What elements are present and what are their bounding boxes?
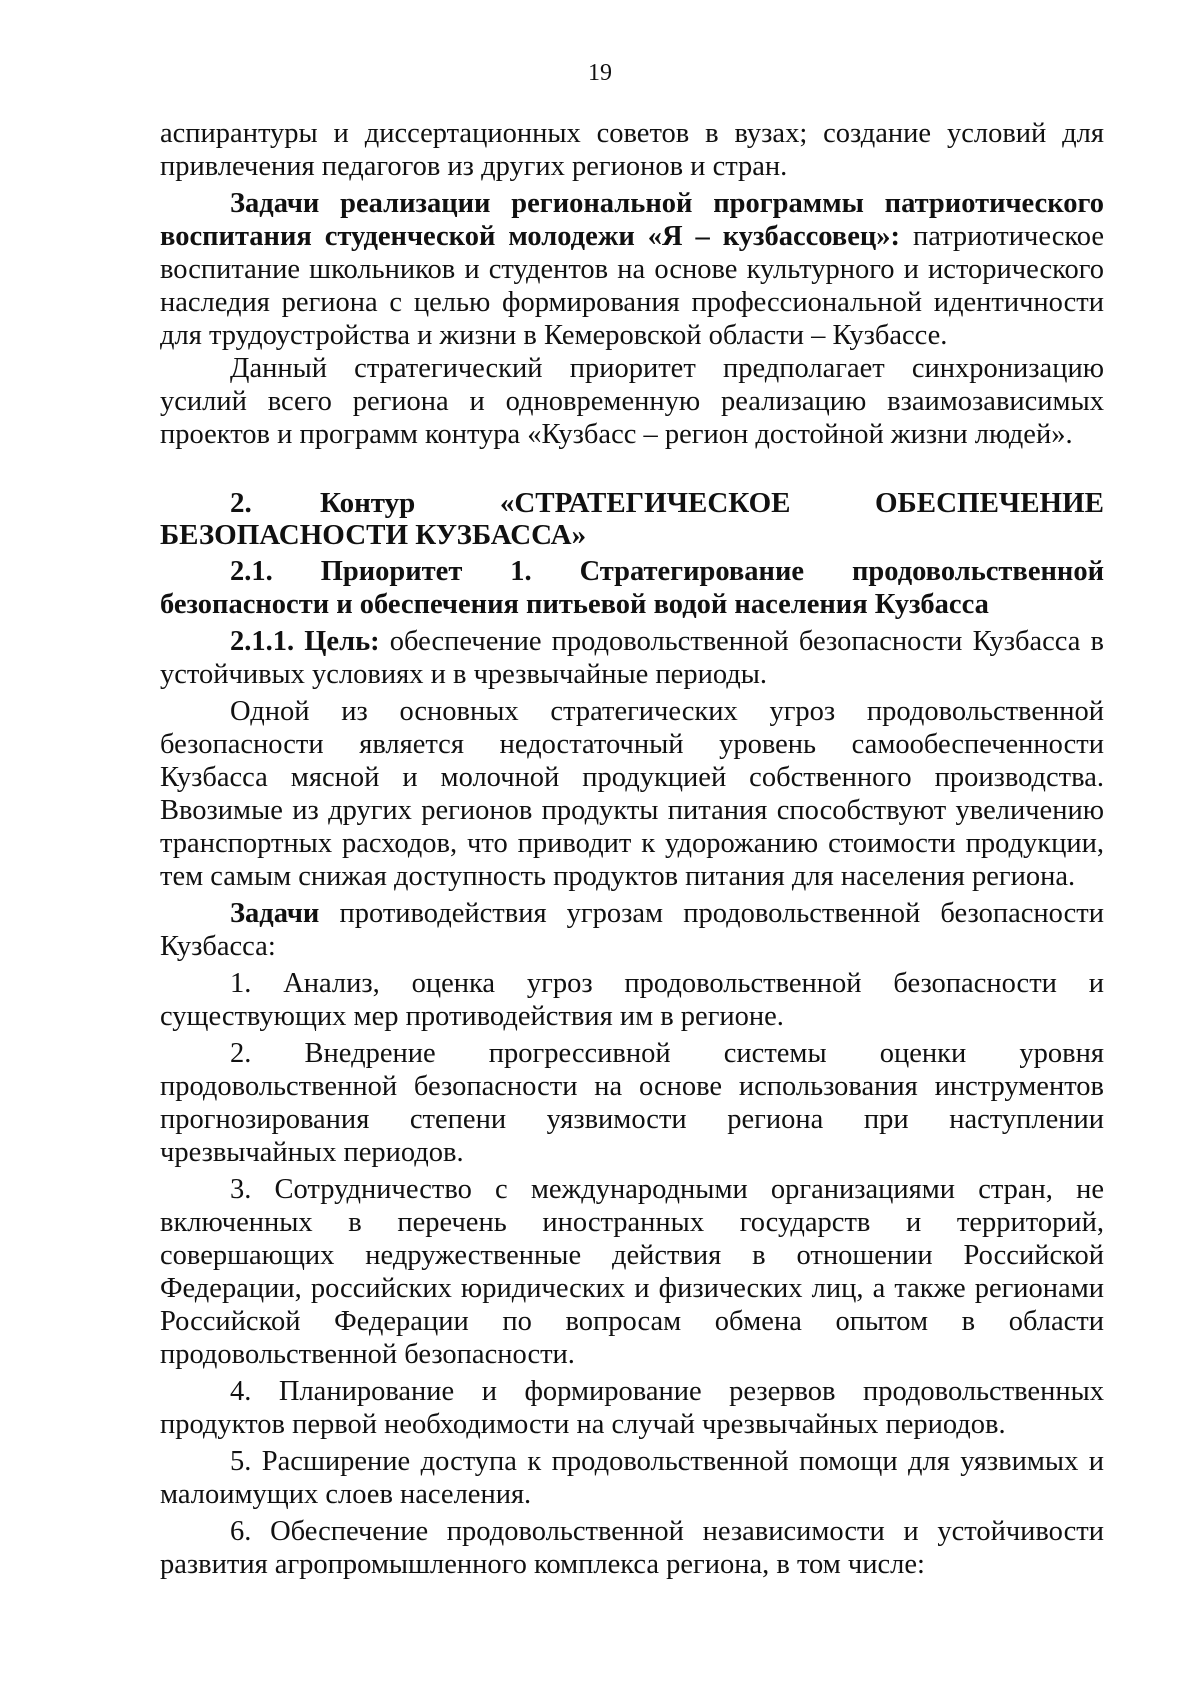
paragraph-patriotic-program — [160, 187, 1104, 352]
section-heading — [160, 487, 1104, 551]
threat-paragraph: Одной из основных стратегических угроз продовольственной безопасности является недостаточный уровень самообеспеченности Кузбасса мясной и молочной продукцией собственного производства. Ввозимые из других регионов продукты питания способствуют увеличению транспортных расходов, что приводит к удорожанию стоимости продукции, тем самым снижая доступность продуктов питания для населения региона. — [160, 696, 1104, 892]
task-item: 5. Расширение доступа к продовольственной помощи для уязвимых и малоимущих слоев населения. — [160, 1446, 1104, 1510]
goal-text: обеспечение продовольственной безопасности Кузбасса в устойчивых условиях и в чрезвычайные периоды. — [160, 626, 1104, 690]
tasks-intro: противодействия угрозам продовольственной безопасности Кузбасса: — [160, 898, 1104, 962]
patriotic-program-text: патриотическое воспитание школьников и студентов на основе культурного и исторического наследия региона с целью формирования профессиональной идентичности для трудоустройства и жизни в Кемеровской области – Кузбассе. — [160, 221, 1104, 351]
patriotic-program-label: Задачи реализации региональной программы патриотического воспитания студенческой молодежи «Я – кузбассовец»: — [160, 188, 1104, 252]
paragraph-continuation: аспирантуры и диссертационных советов в вузах; создание условий для привлечения педагогов из других регионов и стран. — [160, 118, 1104, 182]
priority-heading: 2.1. Приоритет 1. Стратегирование продовольственной безопасности и обеспечения питьевой водой населения Кузбасса — [160, 556, 1104, 620]
goal-paragraph — [160, 625, 1104, 691]
section-number: 2. — [230, 487, 252, 519]
goal-label: 2.1.1. Цель: — [230, 626, 380, 657]
page-number: 19 — [588, 60, 612, 86]
task-item: 2. Внедрение прогрессивной системы оценки уровня продовольственной безопасности на основе использования инструментов прогнозирования степени уязвимости региона при наступлении чрезвычайных периодов. — [160, 1038, 1104, 1168]
tasks-label: Задачи — [230, 898, 320, 929]
section-title: Контур «СТРАТЕГИЧЕСКОЕ ОБЕСПЕЧЕНИЕ БЕЗОПАСНОСТИ КУЗБАССА» — [160, 487, 1104, 551]
task-item: 1. Анализ, оценка угроз продовольственной безопасности и существующих мер противодействия им в регионе. — [160, 968, 1104, 1032]
task-item: 6. Обеспечение продовольственной независимости и устойчивости развития агропромышленного комплекса региона, в том числе: — [160, 1516, 1104, 1580]
paragraph-strategic-priority: Данный стратегический приоритет предполагает синхронизацию усилий всего региона и одновременную реализацию взаимозависимых проектов и программ контура «Кузбасс – регион достойной жизни людей». — [160, 353, 1104, 450]
tasks-intro-paragraph — [160, 897, 1104, 963]
document-body — [160, 117, 1104, 1581]
task-item: 4. Планирование и формирование резервов продовольственных продуктов первой необходимости на случай чрезвычайных периодов. — [160, 1376, 1104, 1440]
task-item: 3. Сотрудничество с международными организациями стран, не включенных в перечень иностранных государств и территорий, совершающих недружественные действия в отношении Российской Федерации, российских юридических и физических лиц, а также регионами Российской Федерации по вопросам обмена опытом в области продовольственной безопасности. — [160, 1174, 1104, 1370]
